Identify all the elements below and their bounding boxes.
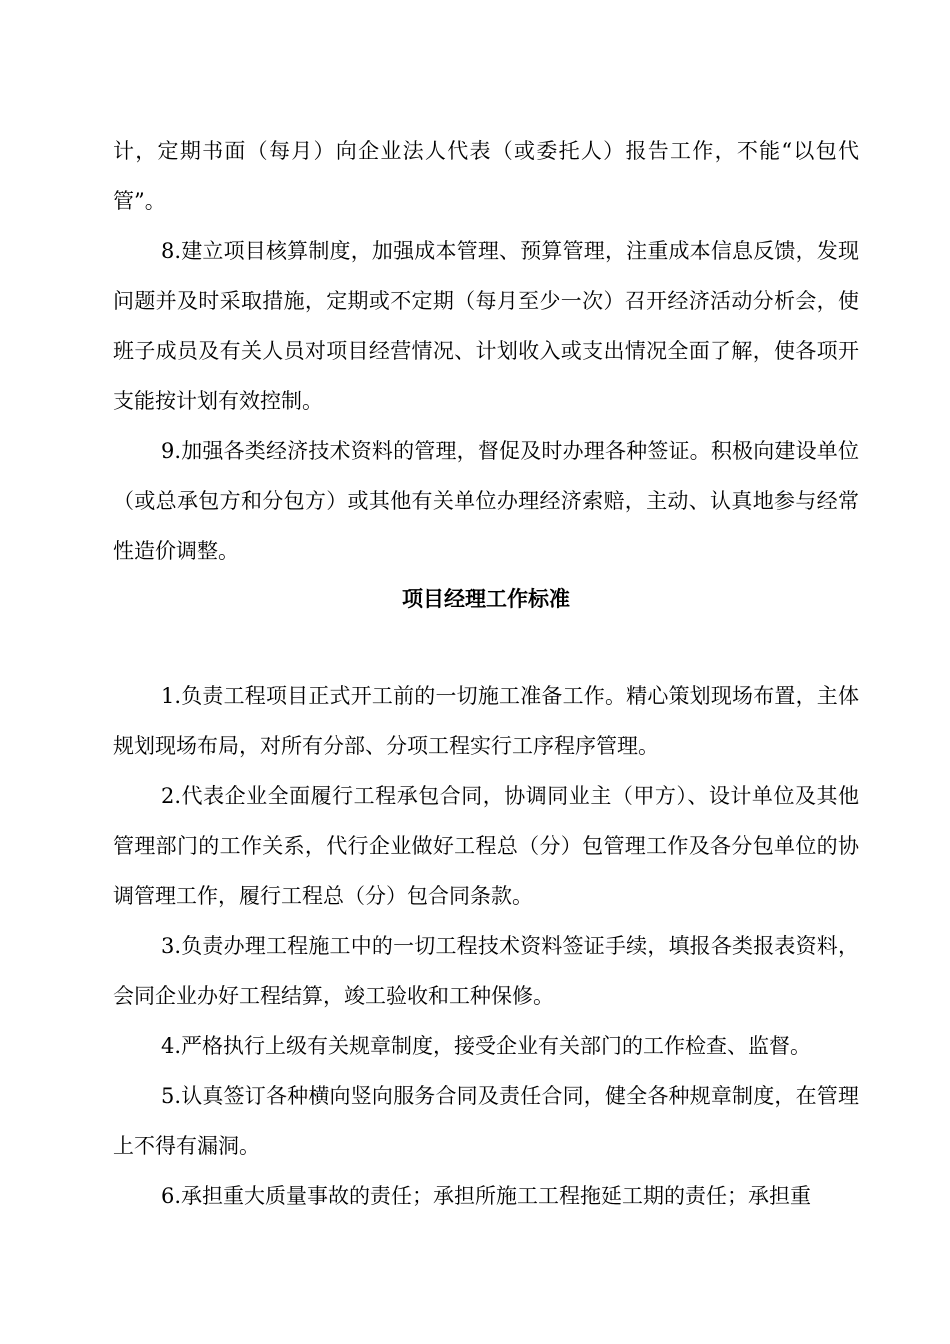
- standard-item-1: 1.负责工程项目正式开工前的一切施工准备工作。精心策划现场布置，主体规划现场布局，对所有分部、分项工程实行工序程序管理。: [113, 684, 859, 758]
- standard-item-3: 3.负责办理工程施工中的一切工程技术资料签证手续，填报各类报表资料，会同企业办好工程结算，竣工验收和工种保修。: [113, 934, 859, 1008]
- standard-item-4: 4.严格执行上级有关规章制度，接受企业有关部门的工作检查、监督。: [161, 1034, 812, 1058]
- section-heading: 项目经理工作标准: [402, 586, 570, 611]
- paragraph-item-9: 9.加强各类经济技术资料的管理，督促及时办理各种签证。积极向建设单位（或总承包方和分包方）或其他有关单位办理经济索赔，主动、认真地参与经常性造价调整。: [113, 439, 859, 563]
- paragraph-continuation: 计，定期书面（每月）向企业法人代表（或委托人）报告工作，不能“以包代管”。: [113, 139, 859, 213]
- body-text-bottom: [113, 671, 859, 1221]
- standard-item-6: 6.承担重大质量事故的责任；承担所施工工程拖延工期的责任；承担重: [161, 1184, 812, 1208]
- standard-item-2: 2.代表企业全面履行工程承包合同，协调同业主（甲方）、设计单位及其他管理部门的工作关系，代行企业做好工程总（分）包管理工作及各分包单位的协调管理工作，履行工程总（分）包合同条款。: [113, 784, 859, 908]
- standard-item-5: 5.认真签订各种横向竖向服务合同及责任合同，健全各种规章制度，在管理上不得有漏洞。: [113, 1084, 859, 1158]
- body-text-top: [113, 126, 859, 576]
- paragraph-item-8: 8.建立项目核算制度，加强成本管理、预算管理，注重成本信息反馈，发现问题并及时采取措施，定期或不定期（每月至少一次）召开经济活动分析会，使班子成员及有关人员对项目经营情况、计划收入或支出情况全面了解，使各项开支能按计划有效控制。: [113, 239, 859, 413]
